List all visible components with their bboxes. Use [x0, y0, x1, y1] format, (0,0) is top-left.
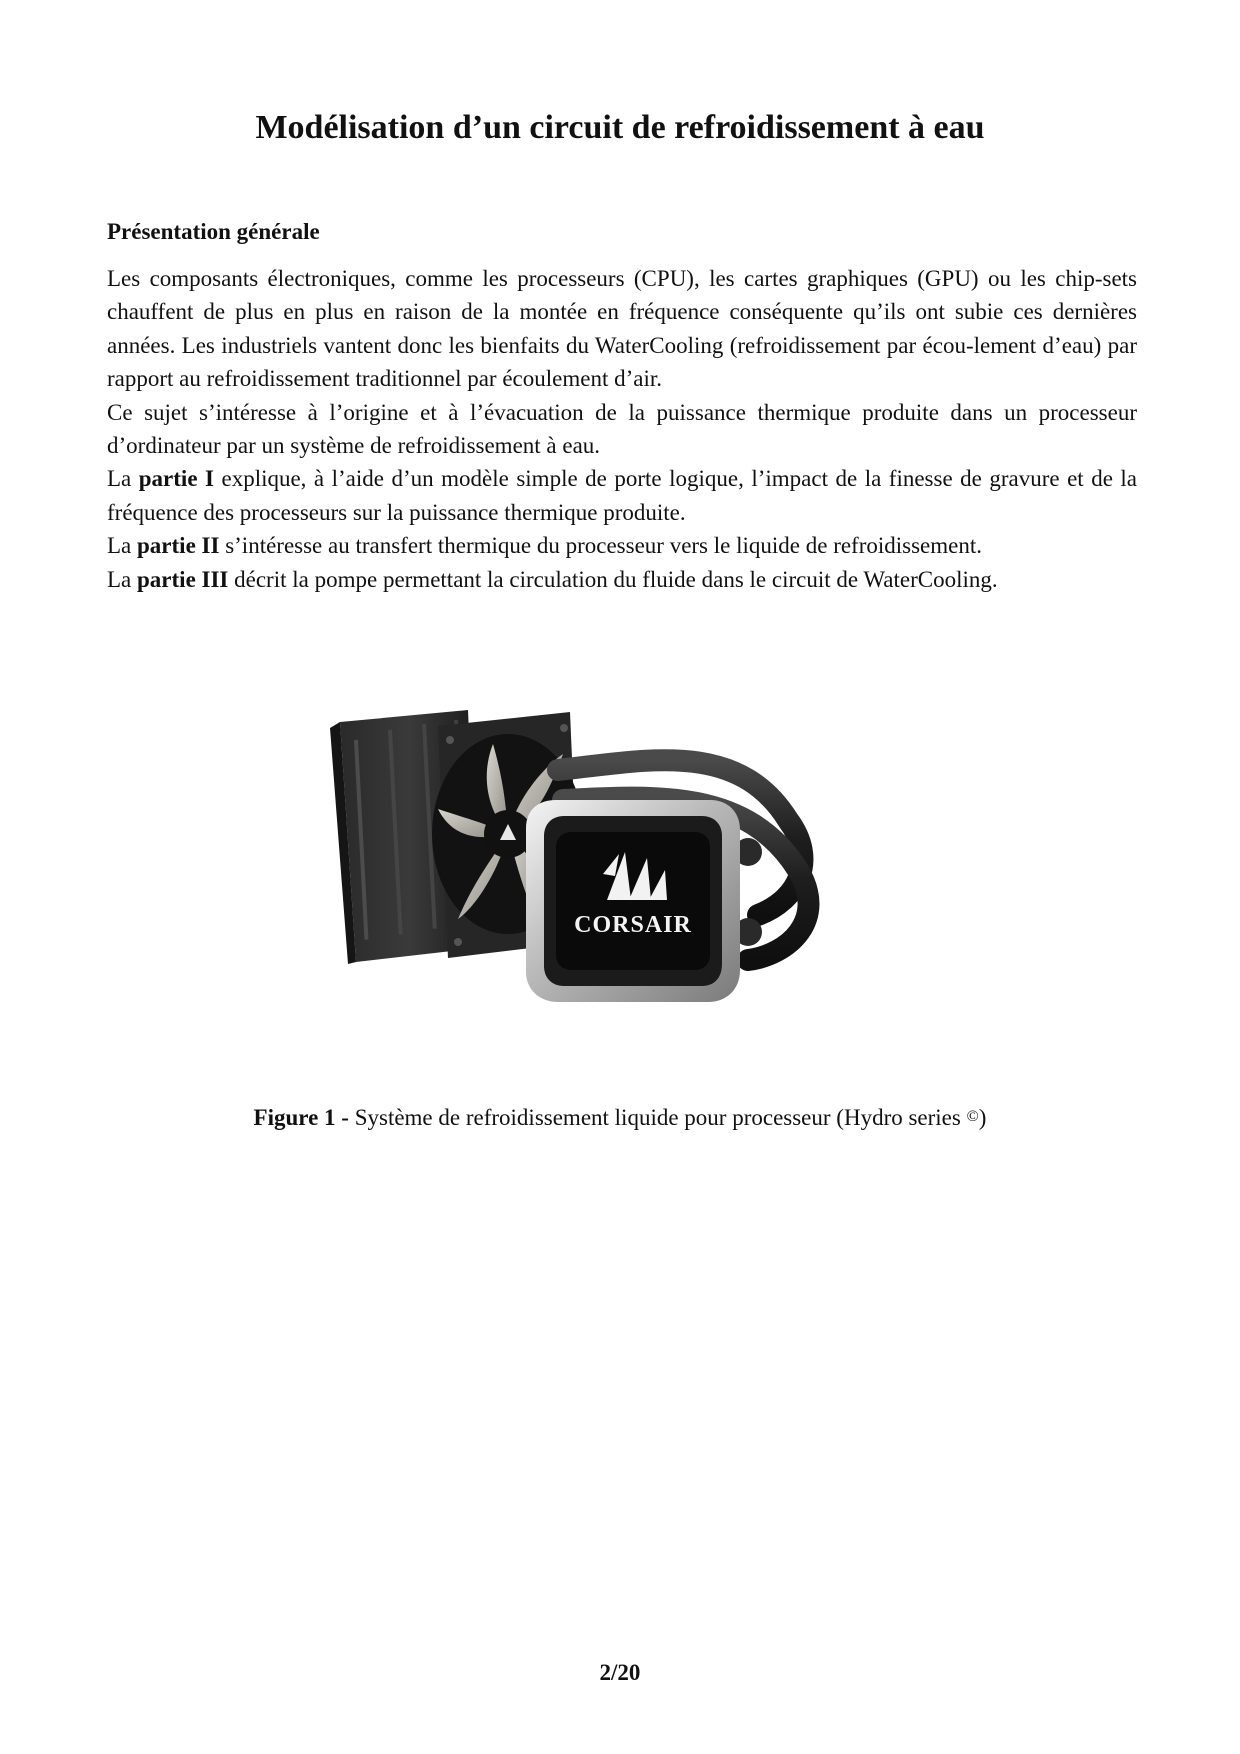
corsair-logo-text: CORSAIR — [574, 912, 692, 938]
paragraph-part-3-text: décrit la pompe permettant la circulation du fluide dans le circuit de WaterCooling. — [228, 566, 998, 592]
page-number: 2/20 — [599, 1660, 641, 1685]
paragraph-part-3-prefix: La — [107, 566, 138, 592]
paragraph-intro: Les composants électroniques, comme les processeurs (CPU), les cartes graphiques (GPU) ou les chip-sets chauffent de plus en plus en raison de la montée en fréquence conséquente qu’ils ont subie ces dernières années. Les industriels vantent donc les bienfaits du WaterCooling (refroidissement par écou-lement d’eau) par rapport au refroidissement traditionnel par écoulement d’air. — [107, 266, 1137, 392]
paragraph-part-1-label: partie I — [138, 466, 214, 492]
paragraph-part-2-label: partie II — [137, 533, 220, 559]
figure-caption-end: ) — [978, 1105, 987, 1130]
paragraph-part-3-label: partie III — [137, 566, 229, 592]
paragraph-part-1-prefix: La — [107, 466, 139, 492]
document-title: Modélisation d’un circuit de refroidissement à eau — [255, 109, 985, 146]
figure-caption — [0, 1103, 1240, 1136]
paragraph-part-2-prefix: La — [107, 533, 138, 559]
paragraph-part-3 — [107, 563, 1137, 596]
paragraph-part-2-text: s’intéresse au transfert thermique du processeur vers le liquide de refroidissement. — [219, 533, 983, 559]
paragraph-part-2 — [107, 529, 1137, 562]
paragraph-part-1 — [107, 462, 1137, 529]
paragraph-subject: Ce sujet s’intéresse à l’origine et à l’évacuation de la puissance thermique produite dans un processeur d’ordinateur par un système de refroidissement à eau. — [107, 399, 1137, 459]
figure-caption-label: Figure 1 - — [253, 1105, 349, 1130]
pump-head — [526, 800, 740, 1002]
copyright-symbol: © — [966, 1108, 979, 1125]
body-text — [107, 262, 1137, 596]
section-heading: Présentation générale — [107, 219, 320, 244]
paragraph-part-1-text: explique, à l’aide d’un modèle simple de porte logique, l’impact de la finesse de gravure et de la fréquence des processeurs sur la puissance thermique produite. — [107, 466, 1137, 525]
figure-caption-text: Système de refroidissement liquide pour processeur (Hydro series — [348, 1105, 967, 1130]
figure-watercooling-image — [318, 700, 928, 1070]
